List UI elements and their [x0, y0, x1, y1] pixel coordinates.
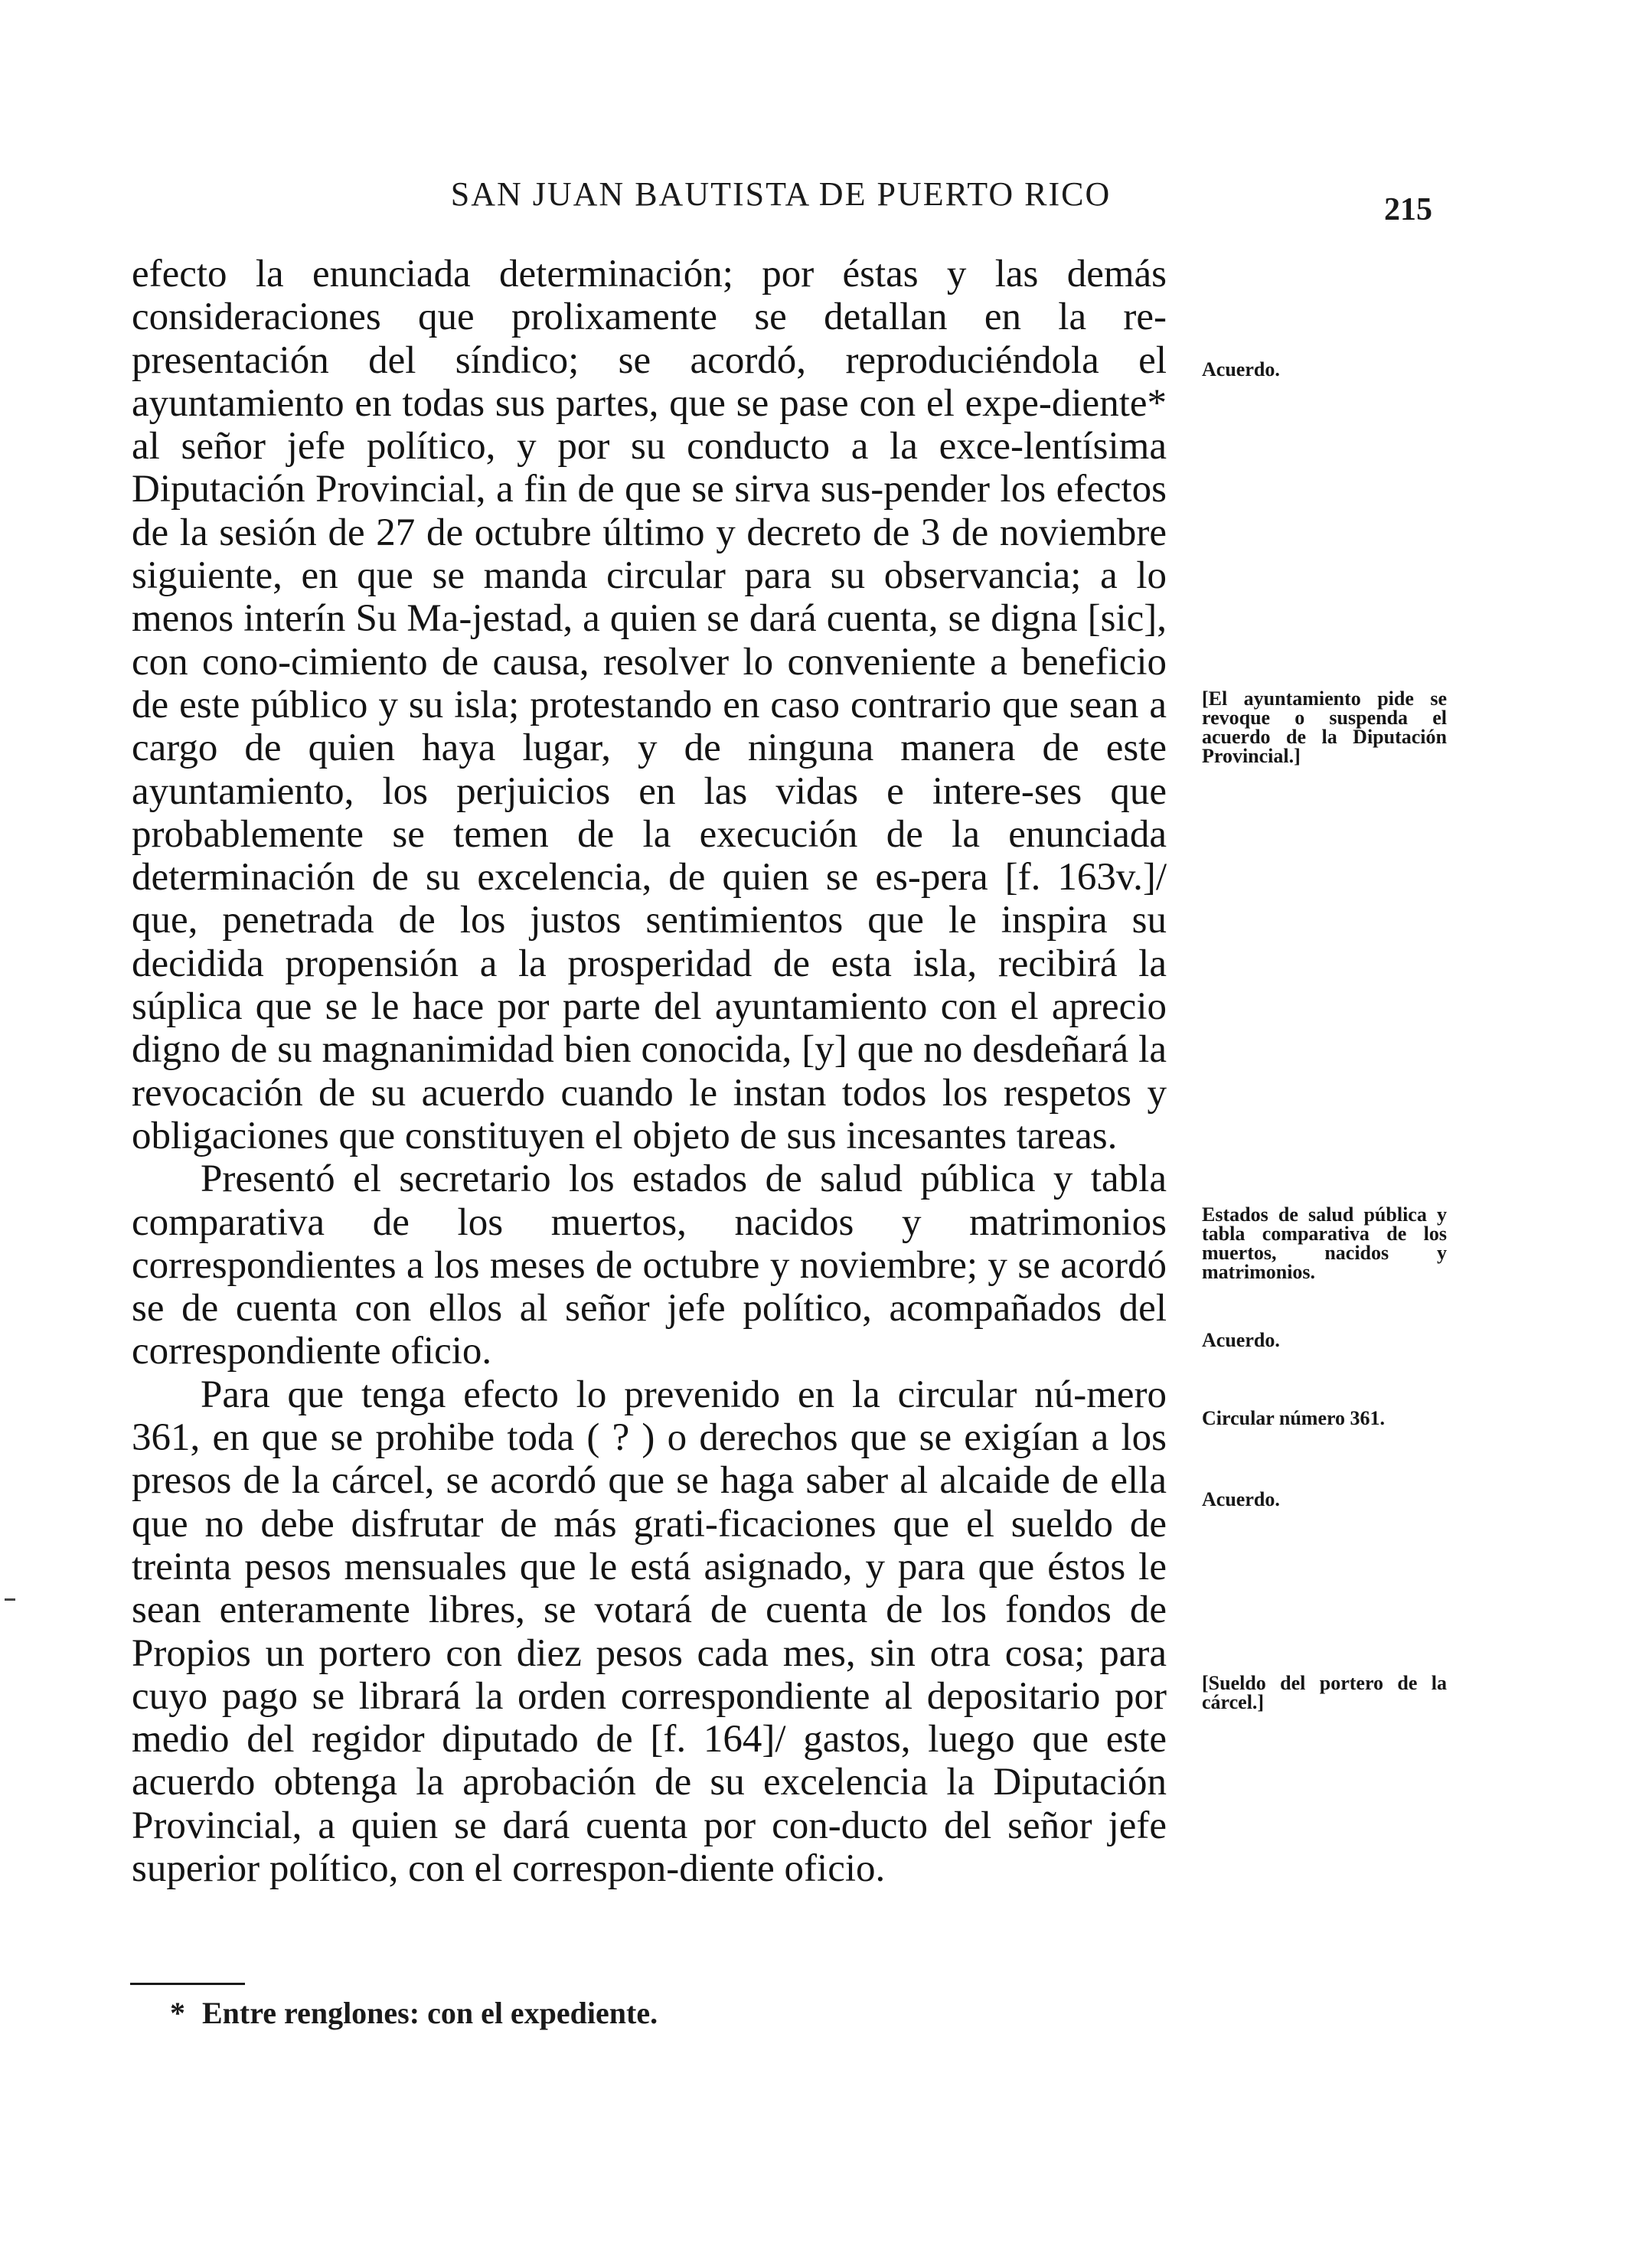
- paragraph-1: efecto la enunciada determinación; por éstas y las demás consideraciones que prolixamente se detallan en la re-presentación del síndico; se acordó, reproduciéndola el ayuntamiento en todas sus partes, que se pase con el expe-diente* al señor jefe político, y por su conducto a la exce-lentísima Diputación Provincial, a fin de que se sirva sus-pender los efectos de la sesión de 27 de octubre último y decreto de 3 de noviembre siguiente, en que se manda circular para su observancia; a lo menos interín Su Ma-jestad, a quien se dará cuenta, se digna [sic], con cono-cimiento de causa, resolver lo conveniente a beneficio de este público y su isla; protestando en caso contrario que sean a cargo de quien haya lugar, y de ninguna manera de este ayuntamiento, los perjuicios en las vidas e intere-ses que probablemente se temen de la execución de la enunciada determinación de su excelencia, de quien se es-pera [f. 163v.]/ que, penetrada de los justos sentimientos que le inspira su decidida propensión a la prosperidad de esta isla, recibirá la súplica que se le hace por parte del ayuntamiento con el aprecio digno de su magnanimidad bien conocida, [y] que no desdeñará la revocación de su acuerdo cuando le instan todos los respetos y obligaciones que constituyen el objeto de sus incesantes tareas.: [132, 253, 1167, 1157]
- main-text: [132, 253, 1167, 1890]
- margin-note-acuerdo-3: Acuerdo.: [1202, 1488, 1280, 1510]
- margin-note-circular-361: Circular número 361.: [1202, 1407, 1386, 1429]
- footnote-marker: *: [170, 1996, 185, 2030]
- page-number: 215: [1384, 192, 1432, 227]
- margin-note-estados-salud: Estados de salud pública y tabla comparativa de los muertos, nacidos y matrimonios.: [1202, 1203, 1447, 1283]
- footnote: [170, 1995, 658, 2031]
- running-header-title: SAN JUAN BAUTISTA DE PUERTO RICO: [450, 175, 1112, 213]
- scan-mark: [5, 1598, 15, 1601]
- margin-note-acuerdo-2: Acuerdo.: [1202, 1329, 1280, 1351]
- paragraph-3: Para que tenga efecto lo prevenido en la circular nú-mero 361, en que se prohibe toda ( ? ) o derechos que se exigían a los presos de la cárcel, se acordó que se haga saber al alcaide de ella que no debe disfrutar de más grati-ficaciones que el sueldo de treinta pesos mensuales que le está asignado, y para que éstos le sean enteramente libres, se votará de cuenta de los fondos de Propios un portero con diez pesos cada mes, sin otra cosa; para cuyo pago se librará la orden correspondiente al depositario por medio del regidor diputado de [f. 164]/ gastos, luego que este acuerdo obtenga la aprobación de su excelencia la Diputación Provincial, a quien se dará cuenta por con-ducto del señor jefe superior político, con el correspon-diente oficio.: [132, 1373, 1167, 1890]
- margin-note-acuerdo-1: Acuerdo.: [1202, 358, 1280, 380]
- paragraph-2: Presentó el secretario los estados de salud pública y tabla comparativa de los muertos, nacidos y matrimonios correspondientes a los meses de octubre y noviembre; y se acordó se de cuenta con ellos al señor jefe político, acompañados del correspondiente oficio.: [132, 1157, 1167, 1373]
- margin-note-sueldo-portero: [Sueldo del portero de la cárcel.]: [1202, 1672, 1447, 1713]
- footnote-text: Entre renglones: con el expediente.: [202, 1996, 658, 2030]
- margin-note-ayuntamiento-revoque: [El ayuntamiento pide se revoque o suspenda el acuerdo de la Diputación Provincial.]: [1202, 687, 1447, 767]
- footnote-divider: [130, 1983, 245, 1985]
